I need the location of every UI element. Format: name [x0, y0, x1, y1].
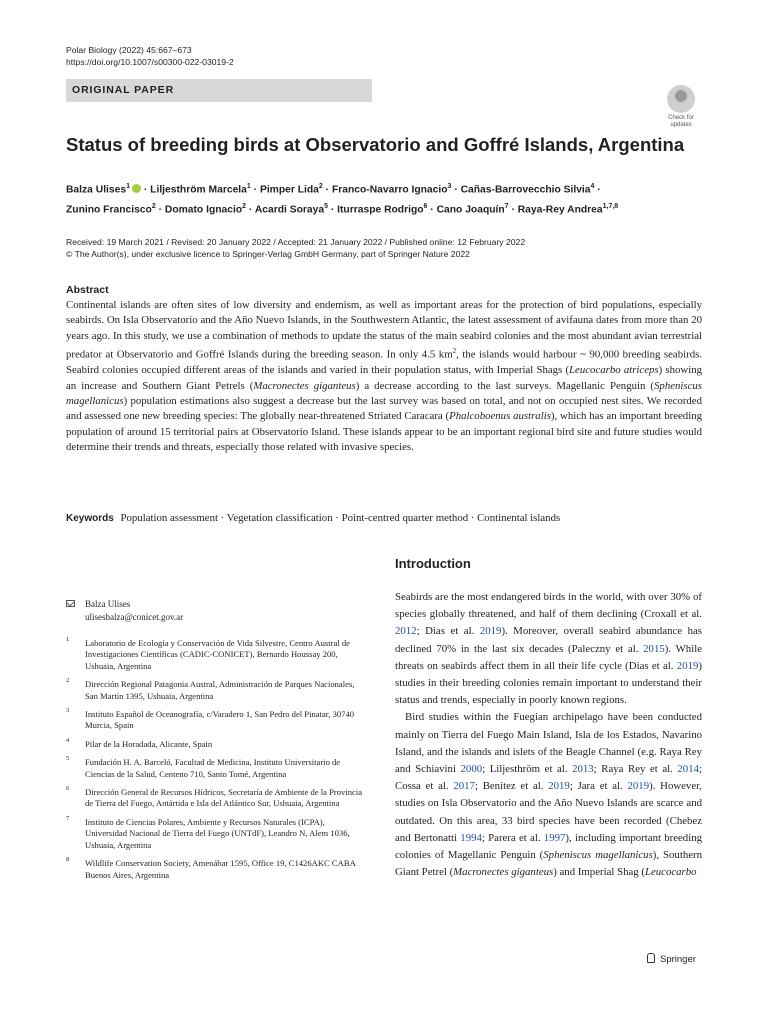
intro-text: Seabirds are the most endangered birds in the world, with over 30% of species globally threatened, and half of them declining (Croxall et al. [395, 591, 702, 621]
affiliation-item [66, 709, 366, 732]
intro-text: ). Moreover, overall seabird abundance has declined 70% in the last six decades (Paleczny et al. [395, 625, 702, 655]
species-name: Phalcoboenus australis [449, 410, 551, 423]
affiliation-item [66, 787, 366, 810]
author-separator: · [327, 204, 338, 216]
author-name: Liljesthröm Marcela [150, 184, 247, 196]
envelope-icon [66, 600, 75, 607]
affiliation-item [66, 858, 366, 881]
corresponding-email[interactable]: ulisesbalza@conicet.gov.ar [85, 611, 184, 622]
abstract-text: ) showing an increase and Southern Giant Petrels ( [66, 364, 702, 392]
intro-paragraph-2 [395, 709, 702, 881]
abstract-heading: Abstract [66, 284, 109, 296]
affiliation-number: 7 [66, 814, 70, 822]
affiliations-list [66, 638, 366, 888]
author-name: Cano Joaquín [436, 204, 505, 216]
author-list [66, 178, 706, 219]
author-affiliation-number: 1 [246, 183, 251, 190]
affiliation-text: Instituto de Ciencias Polares, Ambiente y Recursos Naturales (ICPA), Universidad Nacional de Tierra del Fuego (UNTdF), Leandro N, Alem 1036, Ushuaia, Argentina [85, 816, 350, 850]
author-name: Pimper Lida [259, 184, 319, 196]
publisher-footer [647, 953, 696, 966]
citation-link[interactable]: 2017 [453, 780, 475, 793]
citation-link[interactable]: 2019 [548, 780, 570, 793]
author-name: Domato Ignacio [164, 204, 243, 216]
citation-link[interactable]: 2013 [572, 763, 594, 776]
check-updates-line2: updates [670, 122, 692, 128]
dates-line: Received: 19 March 2021 / Revised: 20 January 2022 / Accepted: 21 January 2022 / Published online: 12 February 2022 [66, 237, 526, 247]
intro-text: ; Raya Rey et al. [593, 763, 678, 776]
doi-link[interactable]: https://doi.org/10.1007/s00300-022-03019-2 [66, 57, 234, 67]
author-name: Iturraspe Rodrigo [337, 204, 424, 216]
check-updates-line1: Check for [668, 115, 694, 121]
intro-text: ). While threats on seabirds affect them in all their life cycle (Dias et al. [395, 642, 702, 672]
author-separator: · [155, 204, 165, 216]
species-name: Leucocarbo atriceps [569, 364, 659, 377]
affiliation-number: 6 [66, 785, 70, 793]
author-name: Franco-Navarro Ignacio [331, 184, 448, 196]
journal-citation: Polar Biology (2022) 45:667–673 [66, 45, 192, 55]
author-name: Raya-Rey Andrea [517, 204, 603, 216]
springer-logo-icon [647, 953, 655, 963]
affiliation-text: Fundación H. A. Barceló, Facultad de Medicina, Instituto Universitario de Ciencias de la Salud, Centeno 710, Santo Tomé, Argentina [85, 757, 341, 779]
affiliation-item [66, 679, 366, 702]
section-label-bar [66, 79, 372, 102]
author-affiliation-number: 3 [447, 183, 452, 190]
check-updates-icon [667, 85, 695, 113]
affiliation-item [66, 638, 366, 672]
citation-link[interactable]: 2015 [643, 642, 665, 655]
species-name: Macronectes giganteus [253, 379, 356, 392]
author-separator: · [322, 184, 332, 196]
affiliation-item [66, 736, 366, 750]
author-affiliation-number: 7 [504, 203, 509, 211]
introduction-heading: Introduction [395, 556, 471, 571]
abstract-text: Continental islands are often sites of low diversity and endemism, as well as important areas for the protection of bird populations, especially seabirds. On Isla Observatorio and the Año Nuevo Islands, in the Southwestern Atlantic, the latest assessment of avifauna dates from more than 20 years ago. In this study, we use a combination of methods to update the status of the main seabird colonies and the most abundant avian terrestrial predator at Observatorio and Goffré Islands during the breeding season. In only 4.5 km [66, 299, 702, 361]
author-affiliation-number: 2 [318, 183, 323, 190]
author-affiliation-number: 4 [590, 183, 595, 190]
keywords-label: Keywords [66, 513, 114, 524]
author-name: Balza Ulises [66, 184, 127, 196]
affiliation-text: Pilar de la Horadada, Alicante, Spain [85, 738, 213, 749]
affiliation-item [66, 814, 366, 851]
author-separator: · [427, 204, 437, 216]
abstract-text: , the islands would harbour ~ 90,000 breeding seabirds. Seabird colonies occupied different areas of the islands and varied in their population status, with Imperial Shags ( [66, 348, 703, 377]
citation-link[interactable]: 2000 [460, 763, 483, 776]
species-name: Leucocarbo [644, 866, 697, 879]
corresponding-author: Balza Ulises [85, 599, 131, 609]
correspondence [66, 598, 366, 623]
affiliation-text: Instituto Español de Oceanografía, c/Varadero 1, San Pedro del Pinatar, 30740 Murcia, Spain [85, 709, 355, 731]
paper-title: Status of breeding birds at Observatorio and Goffré Islands, Argentina [66, 134, 685, 155]
author-separator: · [508, 204, 518, 216]
author-affiliation-number: 2 [242, 203, 247, 211]
citation-link[interactable]: 2019 [676, 659, 699, 672]
intro-text: ; Benitez et al. [474, 780, 549, 793]
intro-paragraph-1 [395, 589, 702, 709]
copyright-line: © The Author(s), under exclusive licence to Springer-Verlag GmbH Germany, part of Springer Nature 2022 [66, 249, 470, 259]
author-line-2 [66, 198, 706, 218]
affiliation-item [66, 757, 366, 780]
citation-link[interactable]: 2019 [627, 780, 650, 793]
author-name: Acardi Soraya [254, 204, 325, 216]
intro-text: ; Parera et al. [481, 831, 544, 844]
orcid-icon[interactable] [132, 184, 141, 193]
affiliation-text: Dirección Regional Patagonia Austral, Administración de Parques Nacionales, San Martín 1395, Ushuaia, Argentina [85, 679, 355, 701]
author-affiliation-number: 6 [423, 203, 428, 211]
author-separator: · [141, 184, 151, 196]
author-separator: · [246, 204, 255, 216]
affiliation-text: Wildlife Conservation Society, Amenábar 1595, Office 19, C1426AKC CABA Buenos Aires, Argentina [85, 858, 356, 880]
species-name: Macronectes giganteus [453, 866, 554, 879]
author-separator: · [594, 184, 601, 196]
intro-text: Bird studies within the Fuegian archipelago have been conducted mainly on Tierra del Fuego Main Island, Isla de los Estados, Navarino Island, and the islands and islets of the Beagle Channel (e.g. Raya Rey and Schiavini [395, 711, 702, 776]
intro-text: ; Jara et al. [569, 780, 628, 793]
intro-text: ) and Imperial Shag ( [553, 866, 645, 879]
citation-link[interactable]: 2019 [479, 625, 502, 638]
abstract-body [66, 298, 702, 456]
intro-text: ; Liljesthröm et al. [482, 763, 573, 776]
intro-text: ), Southern Giant Petrel ( [395, 849, 702, 879]
intro-text: ; Dias et al. [416, 625, 480, 638]
affiliation-number: 8 [66, 856, 70, 864]
abstract-text: ) a decrease according to the last surveys. Magellanic Penguin ( [355, 379, 655, 392]
intro-text: ), including important breeding colonies of Magellanic Penguin ( [395, 831, 703, 862]
affiliation-text: Laboratorio de Ecología y Conservación de Vida Silvestre, Centro Austral de Investigaciones Científicas (CADIC-CONICET), Bernardo Houssay 200, Ushuaia, Argentina [85, 638, 350, 671]
author-separator: · [451, 184, 461, 196]
introduction-body [395, 589, 702, 881]
affiliation-text: Dirección General de Recursos Hídricos, Secretaría de Ambiente de la Provincia de Tierra del Fuego, Antártida e Isla del Atlántico Sur, Ushuaia, Argentina [85, 787, 363, 809]
keywords [66, 511, 706, 526]
author-affiliation-number: 1,7,8 [602, 203, 619, 211]
author-name: Zunino Francisco [66, 204, 152, 216]
affiliation-number: 3 [66, 707, 70, 715]
citation-link[interactable]: 2012 [395, 625, 417, 638]
author-affiliation-number: 5 [324, 203, 328, 211]
species-name: Spheniscus magellanicus [543, 849, 653, 862]
intro-text: ) studies in their breeding colonies remain important to understand their status and trends, especially in poorly known regions. [395, 659, 702, 707]
citation-link[interactable]: 2014 [677, 763, 699, 776]
intro-text: ; Cossa et al. [395, 763, 702, 793]
abstract-sup: 2 [452, 347, 457, 356]
citation-link[interactable]: 1994 [460, 831, 482, 844]
author-separator: · [250, 184, 260, 196]
publisher-name: Springer [660, 954, 696, 965]
citation-link[interactable]: 1997 [543, 831, 566, 844]
check-for-updates-badge[interactable] [660, 85, 702, 129]
affiliation-number: 1 [66, 636, 70, 643]
author-affiliation-number: 2 [151, 203, 156, 211]
affiliation-number: 4 [66, 736, 70, 744]
section-label: ORIGINAL PAPER [72, 84, 175, 96]
intro-text: ). However, studies on Isla Observatorio and the Año Nuevo Islands are scarce and outdated. On this area, 33 bird species have been recorded (Chebez and Bertonatti [395, 780, 702, 844]
species-name: Spheniscus magellanicus [66, 379, 703, 408]
affiliation-number: 5 [66, 755, 70, 763]
publication-history [66, 236, 525, 260]
abstract-text: ), which has an important breeding population of around 15 territorial pairs at Observatorio Island. These islands appear to be an important regional bird site and future studies would determine their trends and threats, especially those related with invasive species. [66, 410, 703, 454]
affiliation-number: 2 [66, 677, 70, 685]
author-name: Cañas-Barrovecchio Silvia [460, 184, 591, 196]
author-line-1 [66, 178, 706, 198]
abstract-text: ) population estimations also suggest a decrease but the last survey was based on total, and not on occupied nest sites. We recorded and assessed one new breeding species: The globally near-threatened Striated Caracara ( [66, 395, 702, 423]
keywords-text: Population assessment · Vegetation classification · Point-centred quarter method · Continental islands [120, 512, 561, 524]
author-affiliation-number: 1 [126, 183, 131, 190]
